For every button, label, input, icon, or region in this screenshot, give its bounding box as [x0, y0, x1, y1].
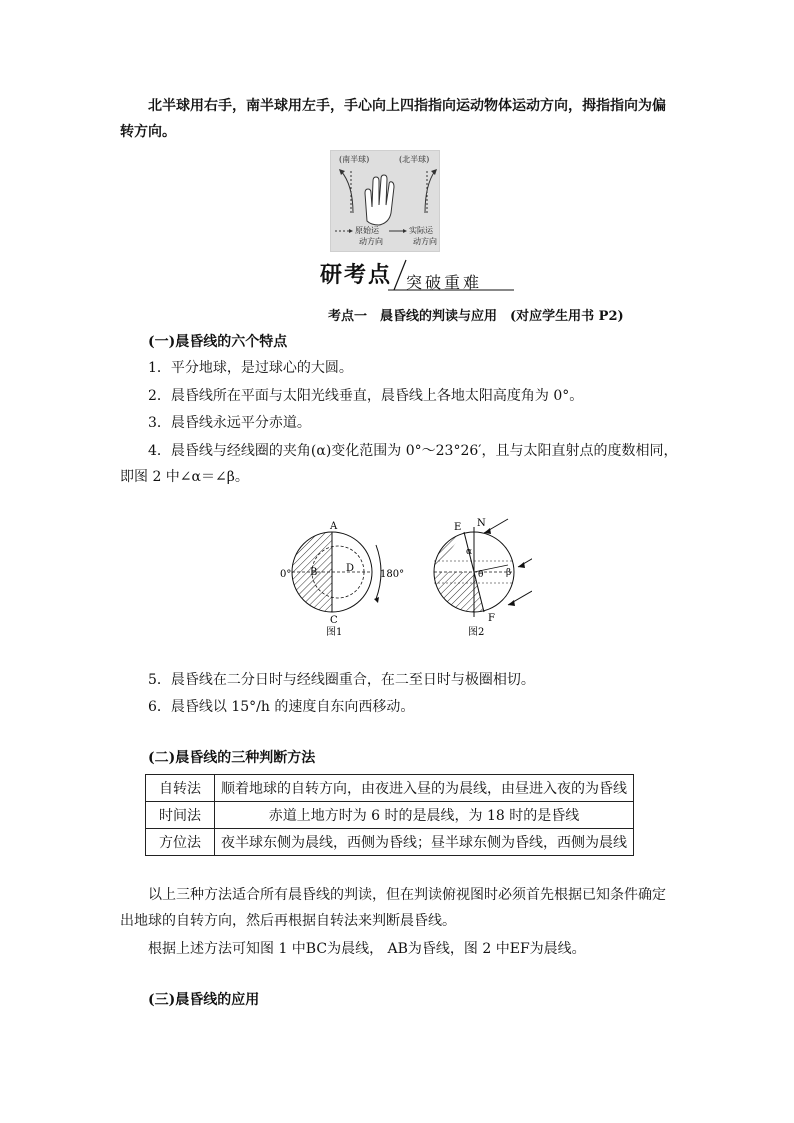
table-row	[146, 802, 634, 829]
para-line-3: 根据上述方法可知图 1 中BC为晨线， AB为昏线，图 2 中EF为晨线。	[148, 941, 586, 957]
section1-title: (一)晨昏线的六个特点	[148, 334, 288, 350]
table-row	[146, 775, 634, 802]
hand-rule-drawing	[331, 151, 439, 251]
intro-line-2: 转方向。	[120, 124, 176, 140]
fig1-label-a: A	[330, 521, 338, 532]
method-cell: 方位法	[146, 829, 215, 856]
feature-item-3: 3．晨昏线永远平分赤道。	[148, 415, 311, 431]
fig2-caption: 图2	[468, 627, 485, 638]
hand-rule-figure	[330, 150, 440, 252]
kaodian-heading: 考点一 晨昏线的判读与应用 (对应学生用书 P2)	[328, 309, 624, 324]
feature-item-1: 1．平分地球，是过球心的大圆。	[148, 360, 353, 376]
banner-sub-text: 突破重难	[406, 273, 483, 292]
fig1-label-d: D	[346, 563, 355, 574]
fig2-label-alpha: α	[466, 547, 473, 557]
feature-item-4: 4．晨昏线与经线圈的夹角(α)变化范围为 0°～23°26′，且与太阳直射点的度数相同，	[148, 443, 678, 459]
description-cell: 赤道上地方时为 6 时的是晨线，为 18 时的是昏线	[215, 802, 634, 829]
fig1-caption: 图1	[326, 627, 343, 638]
method-cell: 自转法	[146, 775, 215, 802]
legend-original-1: 原始运	[355, 226, 379, 235]
description-cell: 夜半球东侧为晨线，西侧为昏线；昼半球东侧为昏线，西侧为晨线	[215, 829, 634, 856]
banner-main-text: 研考点	[320, 263, 393, 288]
para-line-2: 出地球的自转方向，然后再根据自转法来判断晨昏线。	[120, 913, 456, 929]
fig2-label-n: N	[477, 518, 486, 529]
south-hemisphere-label: (南半球)	[339, 155, 370, 164]
feature-item-4-cont: 即图 2 中∠α＝∠β。	[120, 469, 249, 485]
legend-actual-2: 动方向	[413, 237, 437, 246]
feature-item-6: 6．晨昏线以 15°/h 的速度自东向西移动。	[148, 699, 415, 715]
fig2-label-beta: β	[506, 568, 512, 578]
methods-table	[145, 774, 634, 856]
section2-title: (二)晨昏线的三种判断方法	[148, 750, 316, 766]
para-line-1: 以上三种方法适合所有晨昏线的判读，但在判读俯视图时必须首先根据已知条件确定	[148, 887, 666, 903]
legend-original-2: 动方向	[359, 237, 383, 246]
feature-item-2: 2．晨昏线所在平面与太阳光线垂直，晨昏线上各地太阳高度角为 0°。	[148, 388, 584, 404]
intro-line-1: 北半球用右手，南半球用左手，手心向上四指指向运动物体运动方向，拇指指向为偏	[148, 98, 666, 114]
legend-actual-1: 实际运	[409, 226, 433, 235]
section3-title: (三)晨昏线的应用	[148, 992, 260, 1008]
method-cell: 时间法	[146, 802, 215, 829]
north-hemisphere-label: (北半球)	[399, 155, 430, 164]
fig2-label-f: F	[488, 613, 495, 624]
fig1-label-c: C	[330, 615, 338, 626]
figure-2	[434, 519, 532, 617]
terminator-diagrams	[272, 515, 532, 640]
fig1-label-b: B	[310, 567, 318, 578]
fig1-label-0: 0°	[280, 569, 292, 580]
fig2-label-e: E	[454, 522, 462, 533]
fig1-label-180: 180°	[380, 569, 405, 580]
description-cell: 顺着地球的自转方向，由夜进入昼的为晨线，由昼进入夜的为昏线	[215, 775, 634, 802]
figure-1	[292, 532, 381, 612]
feature-item-5: 5．晨昏线在二分日时与经线圈重合，在二至日时与极圈相切。	[148, 672, 535, 688]
section-banner	[318, 258, 518, 292]
table-row	[146, 829, 634, 856]
fig2-label-theta: θ	[478, 570, 484, 580]
